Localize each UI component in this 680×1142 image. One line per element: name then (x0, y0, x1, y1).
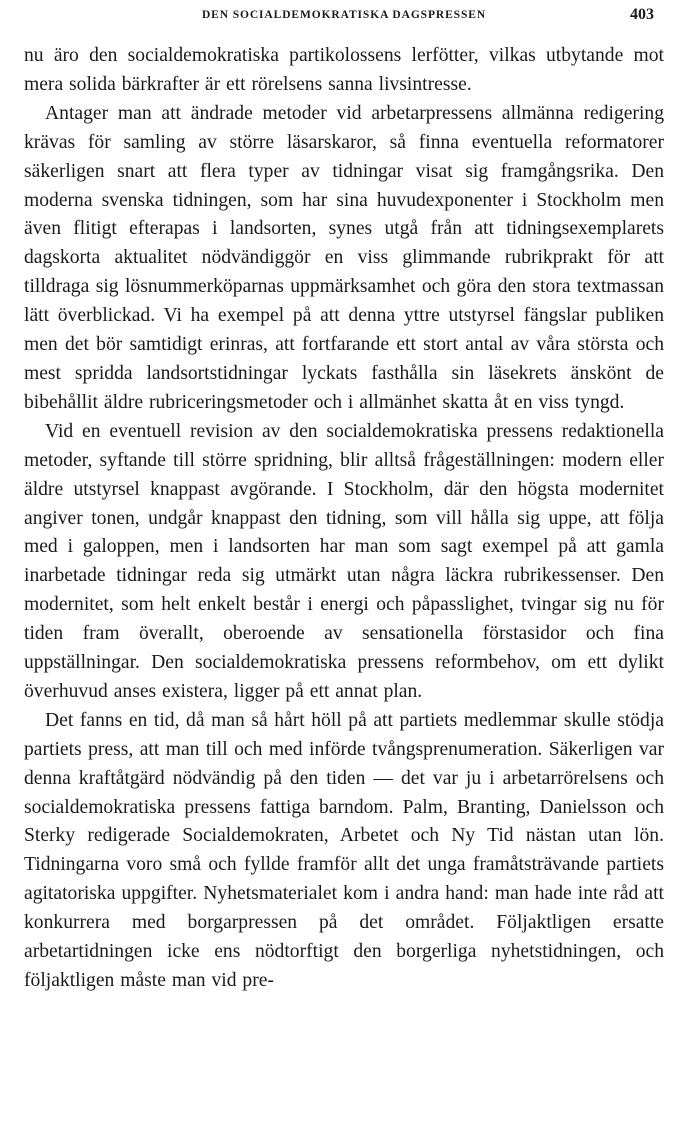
paragraph: Vid en eventuell revision av den socialdemokratiska pressens redaktionella metoder, syftande till större spridning, blir alltså frågeställningen: modern eller äldre utstyrsel knappast avgörande. I Stockholm, där den högsta modernitet angiver tonen, undgår knappast den tidning, som vill hålla sig uppe, att följa med i galoppen, men i landsorten har man som sagt exempel på att gamla inarbetade tidningar reda sig utmärkt utan några läckra rubrikessenser. Den modernitet, som helt enkelt består i energi och påpasslighet, tvingar sig nu för tiden fram överallt, oberoende av sensationella förstasidor och fina uppställningar. Den socialdemokratiska pressens reformbehov, om ett dylikt överhuvud anses existera, ligger på ett annat plan. (24, 420, 664, 702)
book-page (24, 6, 664, 996)
paragraph: Det fanns en tid, då man så hårt höll på att partiets medlemmar skulle stödja partiets press, att man till och med införde tvångsprenumeration. Säkerligen var denna kraftåtgärd nödvändig på den tiden — det var ju i arbetarrörelsens och socialdemokratiska pressens fattiga barndom. Palm, Branting, Danielsson och Sterky redigerade Socialdemokraten, Arbetet och Ny Tid nästan utan lön. Tidningarna voro små och fyllde framför allt det unga framåtsträvande partiets agitatoriska uppgifter. Nyhetsmaterialet kom i andra hand: man hade inte råd att konkurrera med borgarpressen på det området. Följaktligen ersatte arbetartidningen icke ens nödtorftigt den borgerliga nyhetstidningen, och följaktligen måste man vid pre- (24, 709, 664, 991)
running-title: DEN SOCIALDEMOKRATISKA DAGSPRESSEN (201, 9, 487, 21)
paragraph: Antager man att ändrade metoder vid arbetarpressens allmänna redigering krävas för samling av större läsarskaror, så finna eventuella reformatorer säkerligen snart att flera typer av tidningar visat sig framgångsrika. Den moderna svenska tidningen, som har sina huvudexponenter i Stockholm men även flitigt efterapas i landsorten, synes utgå från att tidningsexemplarets dagskorta aktualitet nödvändiggör en viss glimmande rubrikprakt för att tilldraga sig lösnummerköparnas uppmärksamhet och göra den stora textmassan lätt överblickad. Vi ha exempel på att denna yttre utstyrsel fängslar publiken men det bör samtidigt erinras, att fortfarande ett stort antal av våra största och mest spridda landsortstidningar lyckats fasthålla sin läsekrets änskönt de bibehållit äldre rubriceringsmetoder och i allmänhet skatta åt en viss tyngd. (24, 102, 664, 413)
page-number: 403 (630, 6, 654, 23)
paragraph-continuation: nu äro den socialdemokratiska partikolossens lerfötter, vilkas utbytande mot mera solida bärkrafter är ett rörelsens sanna livsintresse. (24, 45, 664, 95)
running-header (24, 6, 664, 30)
body-text (24, 42, 664, 996)
